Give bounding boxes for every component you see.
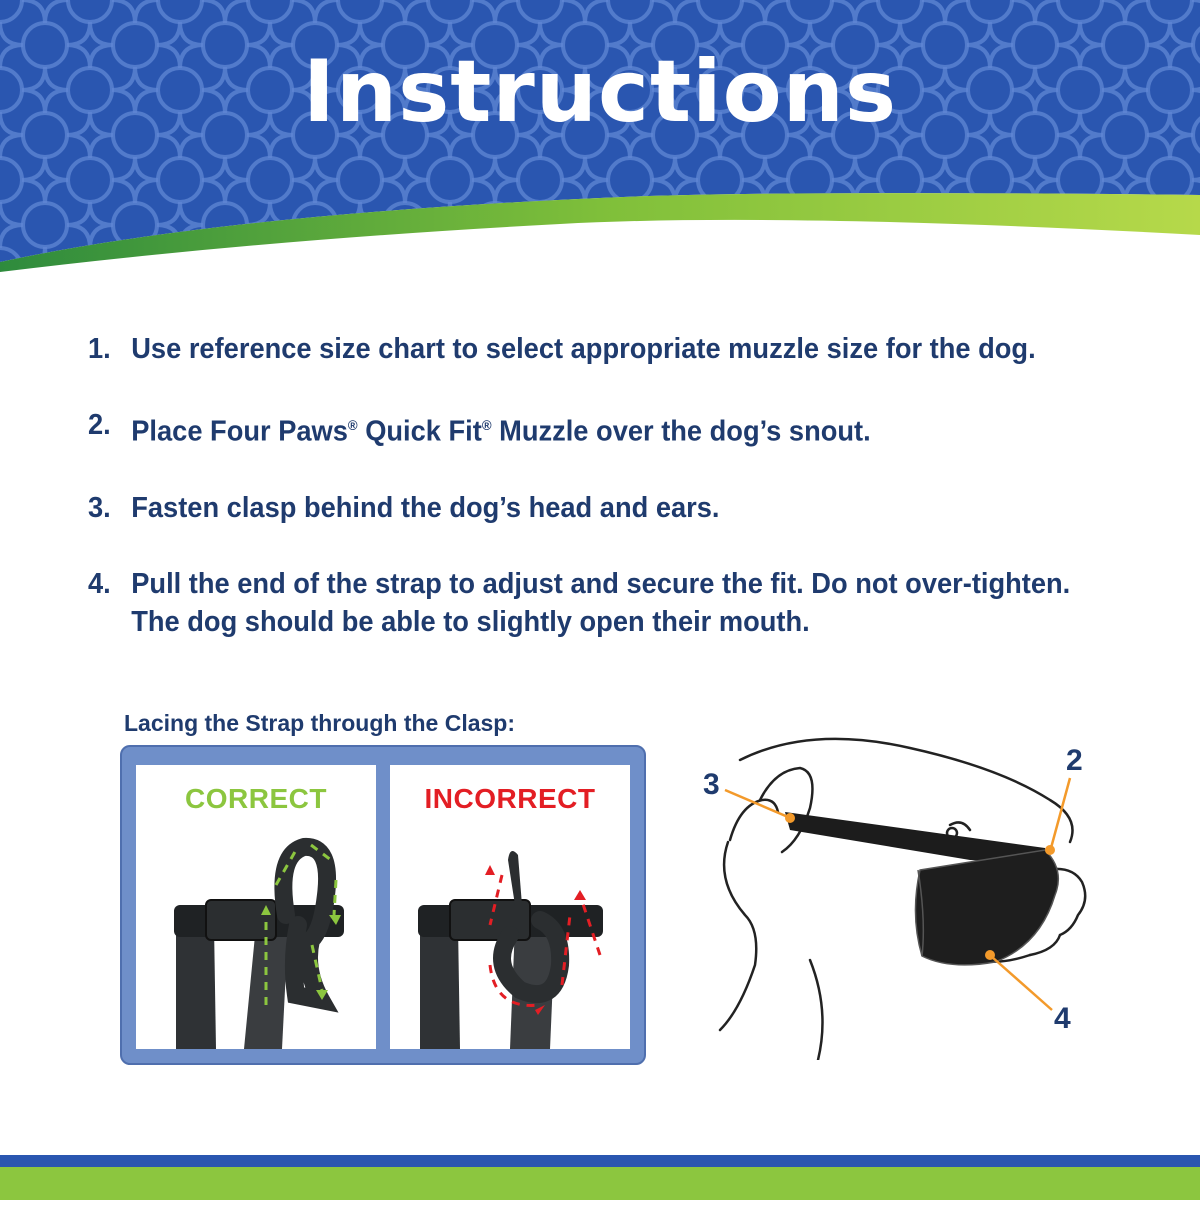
- callout-number: 4: [1054, 1002, 1071, 1035]
- header-banner: [0, 0, 1200, 280]
- instruction-list: [88, 330, 1158, 679]
- step-number: 2.: [88, 409, 111, 441]
- incorrect-panel: [390, 765, 630, 1049]
- lacing-caption: Lacing the Strap through the Clasp:: [124, 710, 516, 736]
- callout-number: 2: [1066, 744, 1083, 777]
- incorrect-label: INCORRECT: [424, 783, 596, 814]
- footer-band: [0, 1155, 1200, 1200]
- instruction-step: [88, 489, 1094, 527]
- clasp-comparison-box: [120, 745, 646, 1065]
- instruction-step: [88, 565, 1094, 641]
- instruction-step: [88, 406, 1094, 451]
- correct-label: CORRECT: [185, 783, 327, 814]
- step-text: Pull the end of the strap to adjust and secure the fit. Do not over-tighten. The dog should be able to slightly open their mouth.: [131, 567, 1071, 638]
- step-text: Fasten clasp behind the dog’s head and ears.: [131, 491, 720, 524]
- step-number: 3.: [88, 491, 111, 524]
- correct-panel: [136, 765, 376, 1049]
- instruction-step: [88, 330, 1094, 368]
- step-number: 4.: [88, 567, 111, 600]
- step-text: Place Four Paws® Quick Fit® Muzzle over the dog’s snout.: [131, 415, 871, 448]
- step-text: Use reference size chart to select appropriate muzzle size for the dog.: [131, 333, 1036, 365]
- step-number: 1.: [88, 333, 111, 365]
- page-title: Instructions: [302, 42, 898, 142]
- footer-stripes: [0, 1155, 1200, 1200]
- dog-muzzle-diagram: [700, 730, 1130, 1065]
- callout-number: 3: [703, 768, 720, 801]
